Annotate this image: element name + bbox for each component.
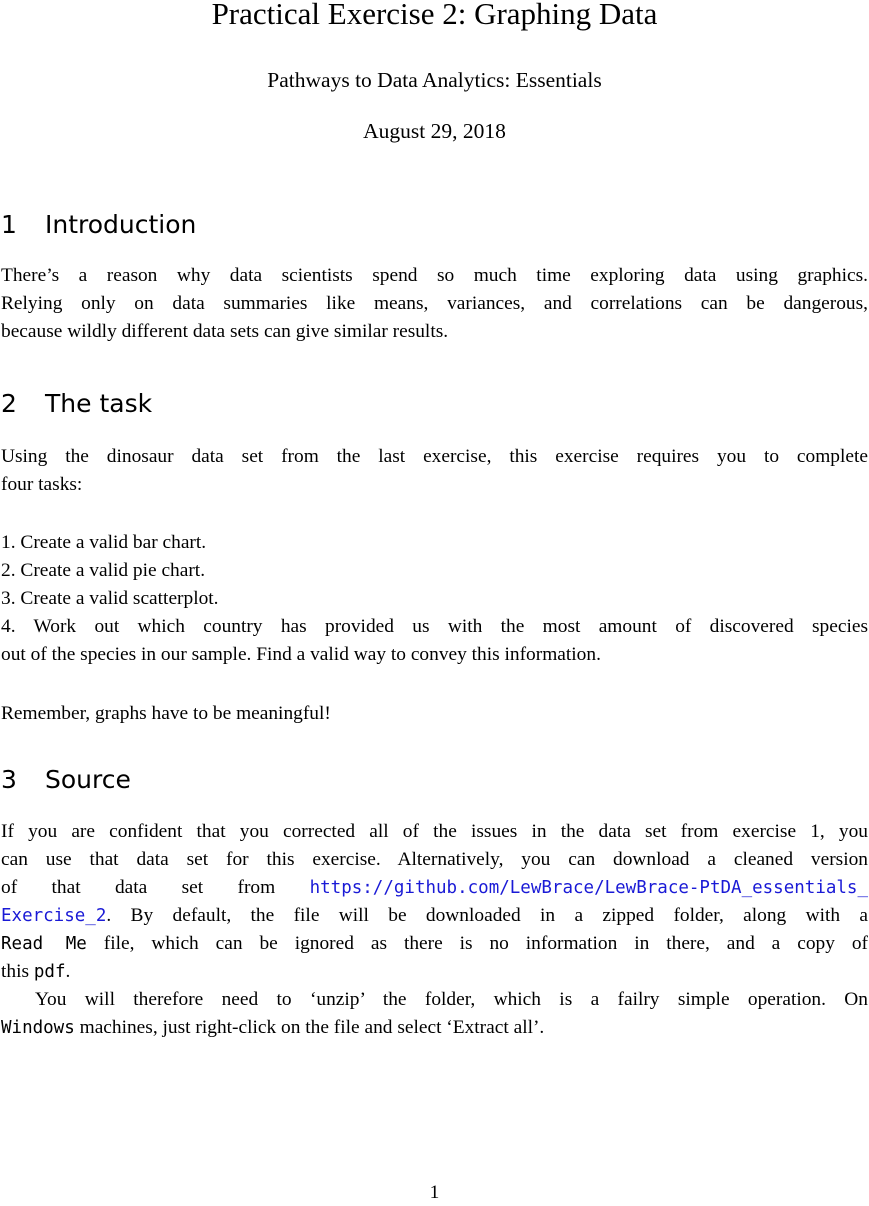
paragraph-line xyxy=(1,930,868,958)
task-item-scatterplot: 3. Create a valid scatterplot. xyxy=(1,588,219,609)
section-number: 1 xyxy=(1,210,17,239)
introduction-paragraph xyxy=(1,262,868,346)
task-item-bar-chart: 1. Create a valid bar chart. xyxy=(1,532,207,553)
paragraph-line: 4. Work out which country has provided us with the most amount of discovered species xyxy=(1,616,868,637)
pdf-code: pdf xyxy=(33,962,66,982)
paragraph-line: If you are confident that you corrected all of the issues in the data set from exercise 1, you xyxy=(1,821,868,842)
task-intro-paragraph xyxy=(1,443,868,499)
paragraph-line xyxy=(1,902,868,930)
document-title: Practical Exercise 2: Graphing Data xyxy=(211,0,658,31)
section-title: Source xyxy=(45,765,131,794)
page-number: 1 xyxy=(429,1182,440,1203)
section-heading-introduction xyxy=(1,209,196,241)
paragraph-text: this xyxy=(1,961,34,982)
paragraph-text: . By default, the file will be downloaded in a zipped folder, along with a xyxy=(106,905,868,926)
section-heading-the-task xyxy=(1,388,152,420)
task-item-pie-chart: 2. Create a valid pie chart. xyxy=(1,560,206,581)
section-heading-source xyxy=(1,764,131,796)
paragraph-line: out of the species in our sample. Find a valid way to convey this information. xyxy=(1,644,601,665)
paragraph-text: machines, just right-click on the file and select ‘Extract all’. xyxy=(74,1017,545,1038)
paragraph-line xyxy=(1,958,868,986)
paragraph-line xyxy=(1,1014,868,1042)
windows-code: Windows xyxy=(1,1018,75,1038)
paragraph-line: Using the dinosaur data set from the last exercise, this exercise requires you to complete xyxy=(1,446,868,467)
readme-code: Read Me xyxy=(1,934,87,954)
section-number: 2 xyxy=(1,389,17,418)
section-number: 3 xyxy=(1,765,17,794)
section-title: The task xyxy=(45,389,153,418)
task-item-country xyxy=(1,613,868,669)
paragraph-line xyxy=(1,874,868,902)
paragraph-line: four tasks: xyxy=(1,474,83,495)
paragraph-line: Relying only on data summaries like means, variances, and correlations can be dangerous, xyxy=(1,293,868,314)
section-title: Introduction xyxy=(45,210,197,239)
document-subtitle: Pathways to Data Analytics: Essentials xyxy=(267,68,602,92)
document-date: August 29, 2018 xyxy=(363,119,506,143)
paragraph-text: file, which can be ignored as there is no information in there, and a copy of xyxy=(86,933,868,954)
paragraph-text: . xyxy=(65,961,71,982)
paragraph-line: can use that data set for this exercise. Alternatively, you can download a cleaned version xyxy=(1,849,868,870)
task-closing-remark: Remember, graphs have to be meaningful! xyxy=(1,703,331,724)
github-link-continued[interactable]: Exercise_2 xyxy=(1,906,107,926)
paragraph-line: You will therefore need to ‘unzip’ the folder, which is a failry simple operation. On xyxy=(35,989,868,1010)
source-paragraph xyxy=(1,818,868,1042)
paragraph-text: of that data set from xyxy=(1,877,276,898)
paragraph-line: because wildly different data sets can give similar results. xyxy=(1,321,449,342)
github-link[interactable]: https://github.com/LewBrace/LewBrace-PtDA_essentials_ xyxy=(309,878,868,898)
paragraph-line: There’s a reason why data scientists spend so much time exploring data using graphics. xyxy=(1,265,868,286)
